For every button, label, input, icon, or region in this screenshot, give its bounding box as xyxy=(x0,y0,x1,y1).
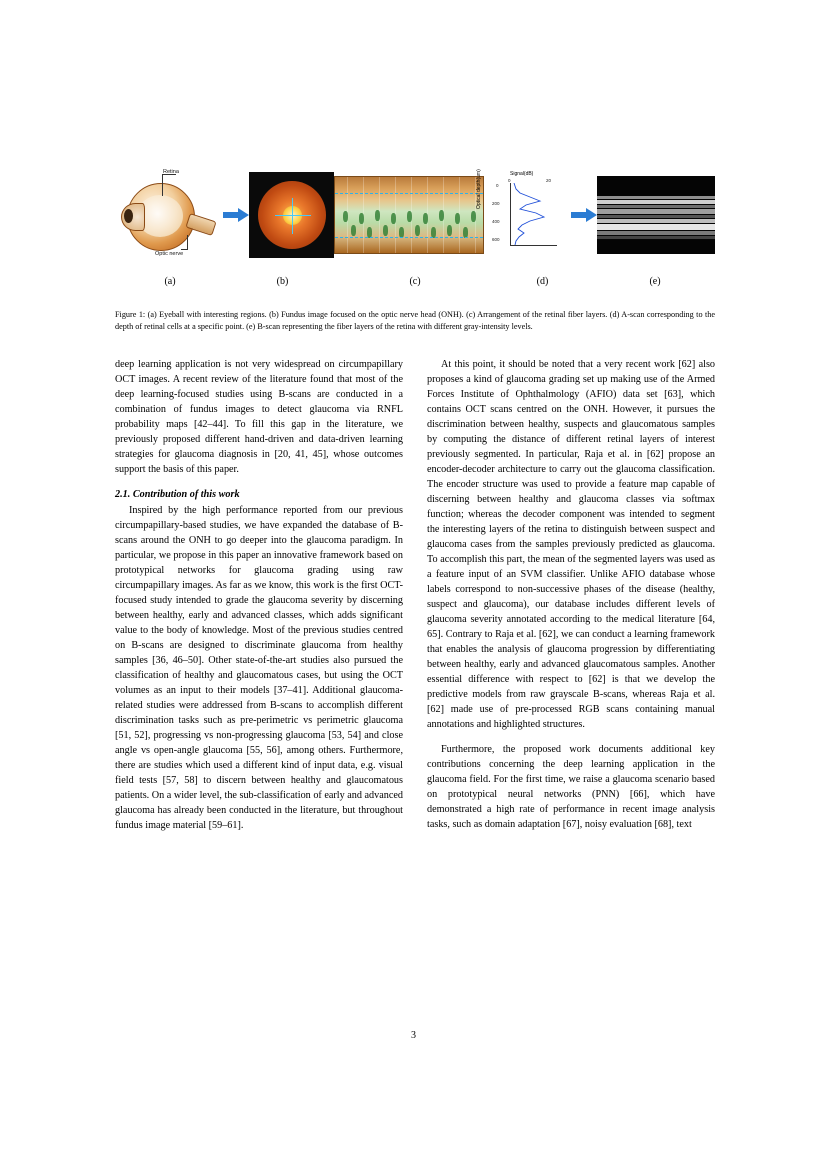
page-number: 3 xyxy=(411,1030,416,1041)
ascan-y-axis-label: Optical depth(um) xyxy=(476,169,482,209)
ascan-xtick-1: 20 xyxy=(546,178,552,183)
figure-panel-a-eyeball xyxy=(115,165,223,265)
right-paragraph-2: Furthermore, the proposed work documents additional key contributions concerning the deep learning application in the glaucoma field. For the first time, we raise a glaucoma scenario based on prototypical neural networks (PNN) [66], which have demonstrated a high rate of performance in recent image analysis tasks, such as domain adaptation [67], noisy evaluation [68], text xyxy=(427,743,715,830)
panel-label-e: (e) xyxy=(649,276,661,287)
figure-panel-d-ascan xyxy=(476,169,571,261)
nerve-leader-line xyxy=(187,235,188,249)
fundus-crosshair-icon xyxy=(275,198,311,234)
panel-label-d: (d) xyxy=(536,276,549,287)
ascan-title: Signal(dB) xyxy=(510,171,534,177)
ascan-xtick-0: 0 xyxy=(508,178,511,183)
optic-nerve-label: Optic nerve xyxy=(155,251,184,257)
page-content xyxy=(115,150,715,834)
figure-panel-labels-row xyxy=(115,276,715,287)
arrow-a-to-b-icon xyxy=(223,208,249,222)
figure-1-caption: Figure 1: (a) Eyeball with interesting regions. (b) Fundus image focused on the optic nerve head (ONH). (c) Arrangement of the retinal fiber layers. (d) A-scan corresponding to the depth of retinal cells at a specific point. (e) B-scan representing the fiber layers of the retina with different gray-intensity levels. xyxy=(115,310,715,331)
retina-leader-line-vertical xyxy=(162,174,163,196)
pupil-shape xyxy=(124,209,133,223)
ascan-ytick-1: 200 xyxy=(492,201,500,206)
retina-label: Retina xyxy=(163,169,179,175)
right-column xyxy=(427,358,715,834)
ascan-ytick-2: 400 xyxy=(492,219,500,224)
panel-label-b: (b) xyxy=(276,276,289,287)
left-paragraph-1: deep learning application is not very widespread on circumpapillary OCT images. A recent review of the literature found that most of the deep learning-focused studies using B-scans are conducted in a combination of fundus images to detect glaucoma via RNFL probability maps [42–44]. To fill this gap in the literature, we previously proposed different hand-driven and data-driven learning strategies for glaucoma diagnosis in [20, 41, 45], whose outcomes support the basis of this paper. xyxy=(115,359,403,476)
arrow-d-to-e-icon xyxy=(571,208,597,222)
body-columns xyxy=(115,358,715,834)
nerve-leader-line-horizontal xyxy=(181,249,188,250)
figure-panel-e-bscan xyxy=(597,176,715,254)
ascan-ytick-3: 600 xyxy=(492,237,500,242)
left-paragraph-2: Inspired by the high performance reported from our previous circumpapillary-based studies, we have expanded the database of B-scans around the ONH to go deeper into the glaucoma paradigm. In particular, we propose in this paper an innovative framework based on prototypical networks for glaucoma grading using raw circumpapillary images. As far as we know, this work is the first OCT-focused study intended to grade the glaucoma severity by discerning between healthy, early and advanced classes, which adds significant value to the body of knowledge. Most of the previous studies centred on B-scans are designed to discriminate glaucoma from healthy samples [36, 46–50]. Other state-of-the-art studies also pursued the classification of healthy and glaucomatous cases, but using the OCT volumes as an input to their models [37–41]. Additional glaucoma-related studies were addressed from B-scans to accomplish different discrimination tasks such as pre-perimetric vs perimetric glaucoma [51, 52], progressing vs non-progressing glaucoma [53, 54] and close angle vs open-angle glaucoma [55, 56], among others. Furthermore, there are studies which used a different kind of input data, e.g. visual field tests [57, 58] to discern between healthy and glaucomatous patients. On a wider level, the sub-classification of early and advanced glaucoma has already been conducted in the literature, but throughout fundus image material [59–61]. xyxy=(115,505,403,831)
right-paragraph-1: At this point, it should be noted that a very recent work [62] also proposes a kind of glaucoma grading set up making use of the Armed Forces Institute of Ophthalmology (AFIO) data set [63], which contains OCT scans centred on the ONH. However, it pursues the discrimination between healthy, suspects and glaucomatous samples by computing the distance of different retinal layers of interest previously segmented. In particular, Raja et al. in [62] propose an encoder-decoder architecture to carry out the glaucoma classification. The encoder structure was used to provide a feature map capable of discerning between healthy and glaucoma classes via softmax function; whereas the decoder component was intended to segment the interesting layers of the retina to distinguish between suspect and glaucoma cases from the samples previously predicted as glaucoma. To accomplish this part, the mean of the segmented layers was used as a feature input of an SVM classifier. Unlike AFIO database whose labels correspond to non-successive phases of the disease (healthy, suspect and glaucoma), our database includes different levels of glaucoma severity annotated according to the medical literature [64, 65]. Contrary to Raja et al. [62], we can conduct a learning framework that enables the analysis of glaucoma progression by differentiating between healthy, early and advanced glaucomatous samples. Another essential difference with respect to [62] is that we develop the predictive models from raw grayscale B-scans, whereas Raja et al. [62] made use of pre-processed RGB scans containing manual annotations and highlighted structures. xyxy=(427,359,715,730)
left-column xyxy=(115,358,403,834)
section-heading-contribution: 2.1. Contribution of this work xyxy=(115,489,240,501)
panel-label-c: (c) xyxy=(409,276,421,287)
ascan-signal-curve xyxy=(510,183,556,245)
panel-label-a: (a) xyxy=(164,276,176,287)
ascan-ytick-0: 0 xyxy=(496,183,499,188)
figure-panel-b-fundus xyxy=(249,172,334,258)
figure-1-panels xyxy=(115,160,715,270)
figure-panel-c-retinal-layers xyxy=(334,176,484,254)
